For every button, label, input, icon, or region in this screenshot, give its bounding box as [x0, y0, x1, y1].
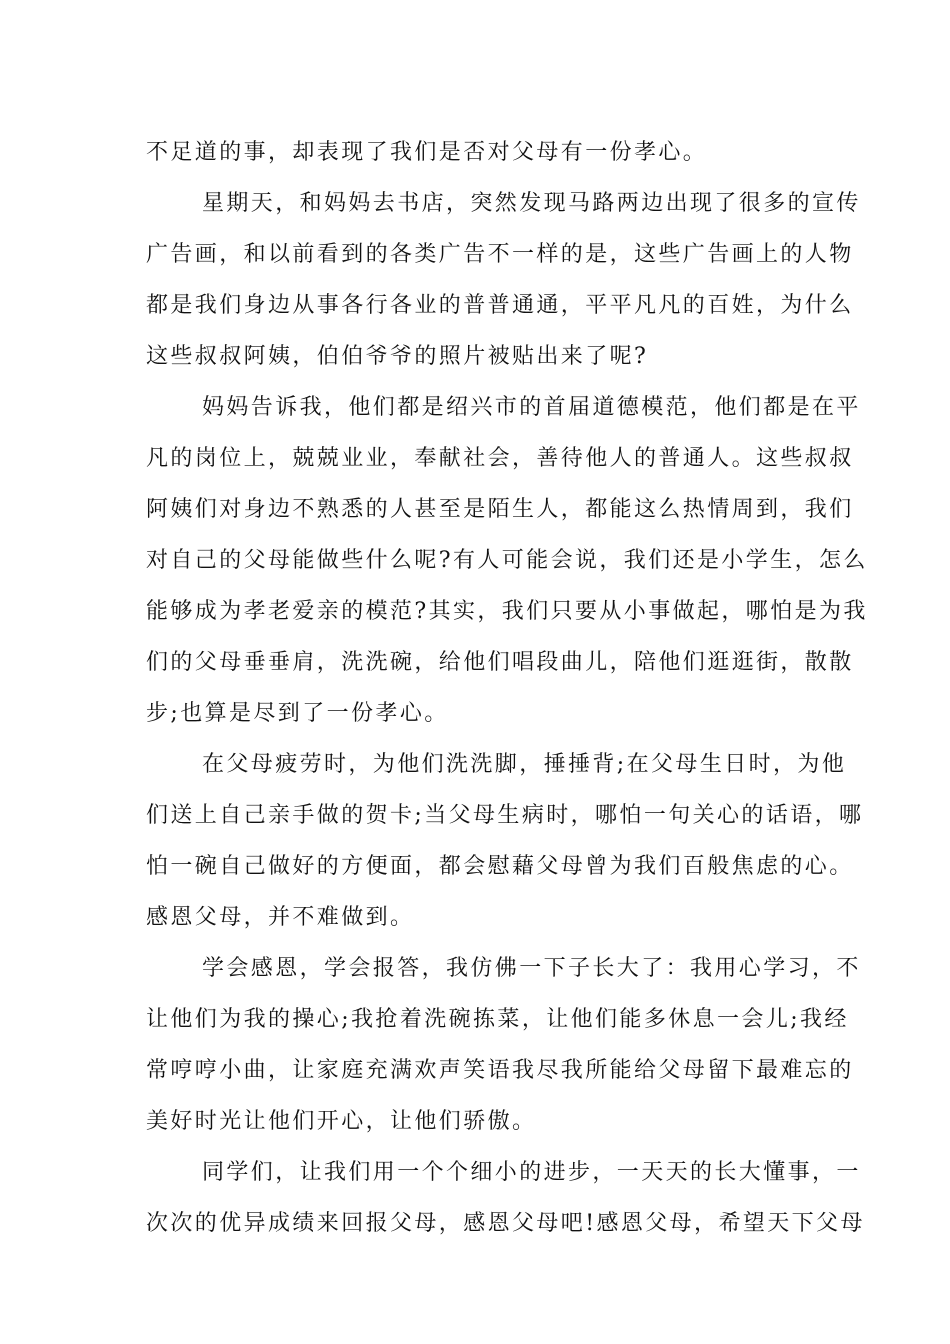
text-line: 常哼哼小曲，让家庭充满欢声笑语我尽我所能给父母留下最难忘的 [146, 1058, 854, 1083]
text-line: 学会感恩，学会报答，我仿佛一下子长大了：我用心学习，不 [202, 956, 861, 981]
text-line: 让他们为我的操心;我抢着洗碗拣菜，让他们能多休息一会儿;我经 [146, 1007, 849, 1032]
text-line: 星期天，和妈妈去书店，突然发现马路两边出现了很多的宣传 [202, 191, 861, 216]
text-line: 都是我们身边从事各行各业的普普通通，平平凡凡的百姓，为什么 [146, 293, 854, 318]
text-line: 同学们，让我们用一个个细小的进步，一天天的长大懂事，一 [202, 1160, 861, 1185]
text-line: 凡的岗位上，兢兢业业，奉献社会，善待他人的普通人。这些叔叔 [146, 446, 854, 471]
text-line: 怕一碗自己做好的方便面，都会慰藉父母曾为我们百般焦虑的心。 [146, 854, 854, 879]
text-line: 广告画，和以前看到的各类广告不一样的是，这些广告画上的人物 [146, 242, 854, 267]
text-line: 阿姨们对身边不熟悉的人甚至是陌生人，都能这么热情周到，我们 [146, 497, 854, 522]
text-line: 感恩父母，并不难做到。 [146, 905, 415, 930]
text-line: 美好时光让他们开心，让他们骄傲。 [146, 1109, 537, 1134]
text-line: 在父母疲劳时，为他们洗洗脚，捶捶背;在父母生日时，为他 [202, 752, 847, 777]
text-line: 步;也算是尽到了一份孝心。 [146, 701, 449, 726]
text-line: 们的父母垂垂肩，洗洗碗，给他们唱段曲儿，陪他们逛逛街，散散 [146, 650, 854, 675]
text-line: 们送上自己亲手做的贺卡;当父母生病时，哪怕一句关心的话语，哪 [146, 803, 864, 828]
text-line: 对自己的父母能做些什么呢?有人可能会说，我们还是小学生，怎么 [146, 548, 868, 573]
text-line: 这些叔叔阿姨，伯伯爷爷的照片被贴出来了呢? [146, 344, 649, 369]
text-line: 次次的优异成绩来回报父母，感恩父母吧!感恩父母，希望天下父母 [146, 1211, 865, 1236]
text-line: 能够成为孝老爱亲的模范?其实，我们只要从小事做起，哪怕是为我 [146, 599, 868, 624]
text-line: 不足道的事，却表现了我们是否对父母有一份孝心。 [146, 140, 708, 165]
text-line: 妈妈告诉我，他们都是绍兴市的首届道德模范，他们都是在平 [202, 395, 861, 420]
